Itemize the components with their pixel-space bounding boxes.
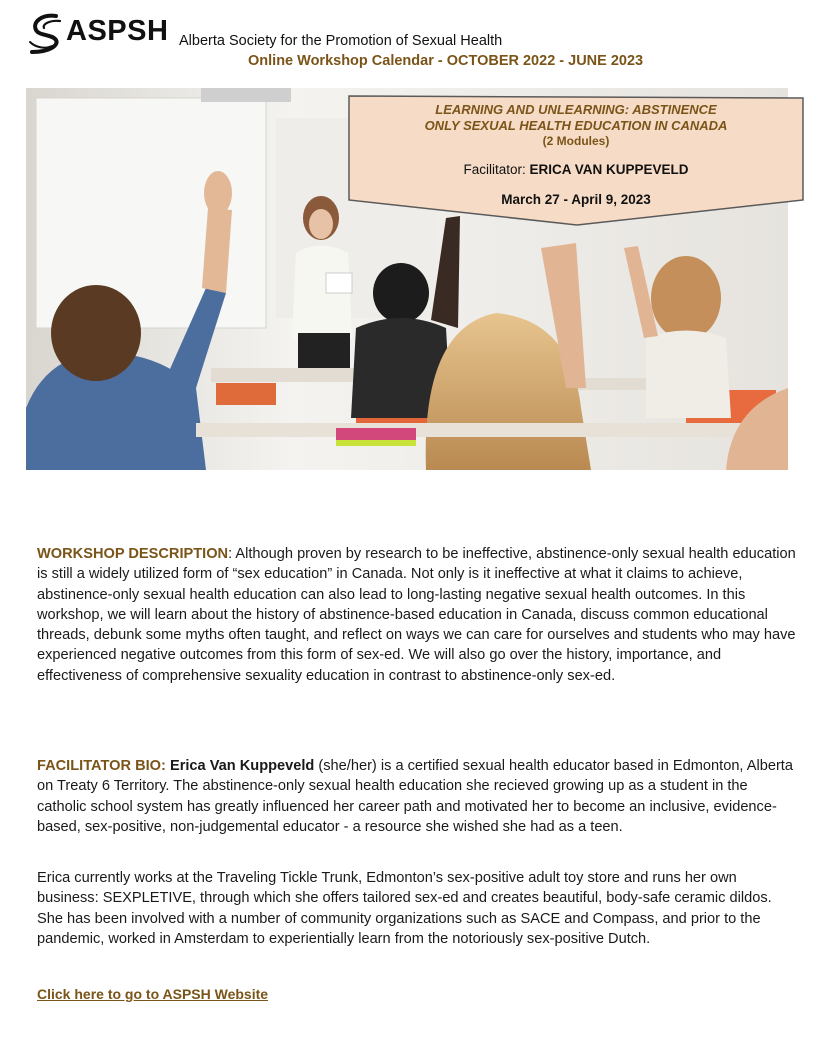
workshop-title: [359, 102, 793, 134]
bio-text: (she/her) is a certified sexual health educator based in Edmonton, Alberta on Treaty 6 Territory. The abstinence-only sexual health education she recieved growing up as a student in the catholic school system has greatly influenced her career path and motivated her to become an inclusive, evidence-based, sex-positive, non-judgemental educator - a resource she wished she had as a teen.: [37, 758, 793, 835]
modules-note: (2 Modules): [542, 134, 610, 148]
facilitator-label: Facilitator:: [463, 162, 526, 177]
logo-text: ASPSH: [66, 15, 169, 47]
aspsh-website-link[interactable]: Click here to go to ASPSH Website: [37, 986, 269, 1002]
facilitator-bio-continued: Erica currently works at the Traveling Tickle Trunk, Edmonton’s sex-positive adult toy store and runs her own business: SEXPLETIVE, through which she offers tailored sex-ed and creates beautiful, body-safe ceramic dildos. She has been involved with a number of community organizations such as SACE and Compass, and prior to the pandemic, worked in Amsterdam to experientially learn from the notoriously sex-positive Dutch.: [37, 870, 772, 947]
bio-name: Erica Van Kuppeveld: [169, 758, 315, 774]
facilitator-line: [359, 162, 793, 177]
workshop-callout: [347, 94, 805, 228]
description-heading: WORKSHOP DESCRIPTION: [37, 546, 229, 562]
workshop-dates: March 27 - April 9, 2023: [501, 192, 651, 207]
aspsh-logo-icon: [26, 12, 64, 56]
organization-name: Alberta Society for the Promotion of Sexual Health: [179, 33, 503, 49]
workshop-title-line1: LEARNING AND UNLEARNING: ABSTINENCE: [435, 102, 717, 117]
description-text: : Although proven by research to be ineffective, abstinence-only sexual health education is still a widely utilized form of “sex education” in Canada. Not only is it ineffective at what it claims to achieve, abstinence-only sexual health education can also lead to long-lasting negative sexual health outcomes. In this workshop, we will learn about the history of abstinence-based education in Canada, discuss common educational threads, debunk some myths often taught, and reflect on ways we can care for ourselves and students who may have experienced negative outcomes from this form of sex-ed. We will also go over the history, importance, and effectiveness of comprehensive sexuality education in contrast to abstinence-only sex-ed.: [37, 546, 796, 684]
facilitator-bio: [37, 756, 797, 837]
workshop-title-line2: ONLY SEXUAL HEALTH EDUCATION IN CANADA: [424, 118, 728, 133]
facilitator-name: ERICA VAN KUPPEVELD: [529, 162, 689, 177]
calendar-title: Online Workshop Calendar - OCTOBER 2022 - JUNE 2023: [248, 53, 644, 69]
workshop-description: [37, 544, 797, 686]
bio-heading: FACILITATOR BIO:: [37, 758, 166, 774]
